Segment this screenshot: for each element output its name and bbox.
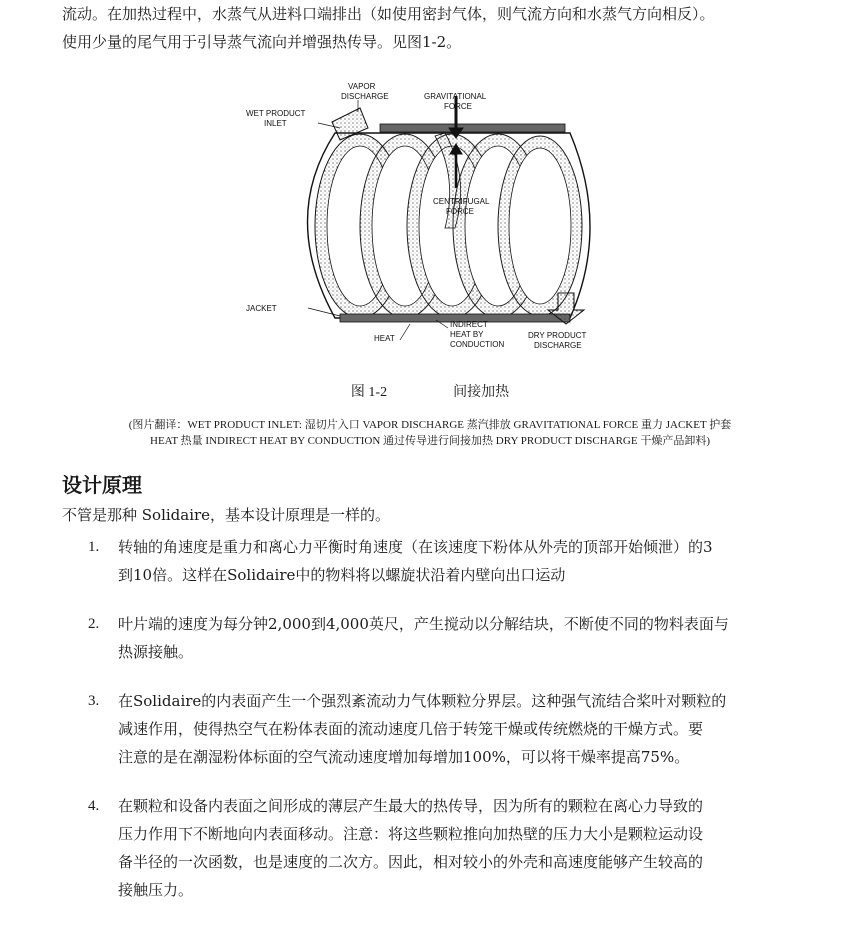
list-item — [88, 610, 808, 666]
intro-paragraph — [62, 0, 832, 56]
item-line: 接触压力。 — [118, 881, 194, 899]
label-vapor: VAPOR — [348, 82, 376, 91]
intro-line: 使用少量的尾气用于引导蒸气流向并增强热传导。见图1-2。 — [62, 33, 462, 51]
intro-line: 流动。在加热过程中，水蒸气从进料口端排出（如使用密封气体，则气流方向和水蒸气方向相反）。 — [62, 5, 715, 23]
translation-line: (图片翻译：WET PRODUCT INLET: 湿切片入口 VAPOR DISCHARGE 蒸汽排放 GRAVITATIONAL FORCE 重力 JACKET 护套 — [128, 419, 732, 431]
item-line: 注意的是在潮湿粉体标面的空气流动速度增加每增加100%，可以将干燥率提高75%。 — [118, 748, 690, 766]
dryer-diagram — [240, 78, 600, 356]
figure-number: 图 1-2 — [350, 385, 388, 400]
item-line: 在颗粒和设备内表面之间形成的薄层产生最大的热传导，因为所有的颗粒在离心力导致的 — [118, 797, 704, 815]
label-centrifugal: CENTRIFUGAL — [433, 197, 490, 206]
label-vapor-discharge: DISCHARGE — [341, 92, 389, 101]
section-lead: 不管是那种 Solidaire，基本设计原理是一样的。 — [62, 506, 391, 524]
label-dry-discharge: DISCHARGE — [534, 341, 582, 350]
item-line: 到10倍。这样在Solidaire中的物料将以螺旋状沿着内壁向出口运动 — [118, 566, 566, 584]
figure-caption — [0, 381, 860, 401]
item-number: 2. — [88, 616, 100, 632]
figure-indirect-heating — [240, 78, 600, 356]
item-line: 在Solidaire的内表面产生一个强烈紊流动力气体颗粒分界层。这种强气流结合桨叶对颗粒的 — [118, 692, 727, 710]
item-line: 转轴的角速度是重力和离心力平衡时角速度（在该速度下粉体从外壳的顶部开始倾泄）的3 — [118, 538, 713, 556]
item-line: 叶片端的速度为每分钟2,000到4,000英尺，产生搅动以分解结块，不断使不同的物料表面与 — [118, 615, 729, 633]
label-gravitational-force: FORCE — [444, 102, 472, 111]
item-number: 3. — [88, 693, 100, 709]
label-centrifugal-force: FORCE — [446, 207, 474, 216]
section-title: 设计原理 — [62, 473, 142, 497]
item-line: 减速作用，使得热空气在粉体表面的流动速度几倍于转笼干燥或传统燃烧的干燥方式。要 — [118, 720, 704, 738]
label-conduction: CONDUCTION — [450, 340, 505, 349]
label-dry-product: DRY PRODUCT — [528, 331, 587, 340]
list-item — [88, 533, 808, 589]
item-line: 压力作用下不断地向内表面移动。注意：将这些颗粒推向加热壁的压力大小是颗粒运动设 — [118, 825, 704, 843]
label-heat-by: HEAT BY — [450, 330, 484, 339]
item-line: 备半径的一次函数，也是速度的二次方。因此，相对较小的外壳和高速度能够产生较高的 — [118, 853, 704, 871]
label-gravitational: GRAVITATIONAL — [424, 92, 487, 101]
item-number: 4. — [88, 798, 100, 814]
label-inlet: INLET — [264, 119, 287, 128]
figure-translation — [60, 417, 800, 449]
principle-list — [88, 533, 808, 925]
figure-title: 间接加热 — [453, 384, 510, 400]
list-item — [88, 687, 808, 771]
label-heat: HEAT — [374, 334, 395, 343]
label-wet-product: WET PRODUCT — [246, 109, 306, 118]
item-number: 1. — [88, 539, 100, 555]
label-jacket: JACKET — [246, 304, 277, 313]
translation-line: HEAT 热量 INDIRECT HEAT BY CONDUCTION 通过传导进行间接加热 DRY PRODUCT DISCHARGE 干燥产品卸料) — [150, 435, 710, 447]
label-indirect: INDIRECT — [450, 320, 488, 329]
item-line: 热源接触。 — [118, 643, 194, 661]
list-item — [88, 792, 808, 904]
